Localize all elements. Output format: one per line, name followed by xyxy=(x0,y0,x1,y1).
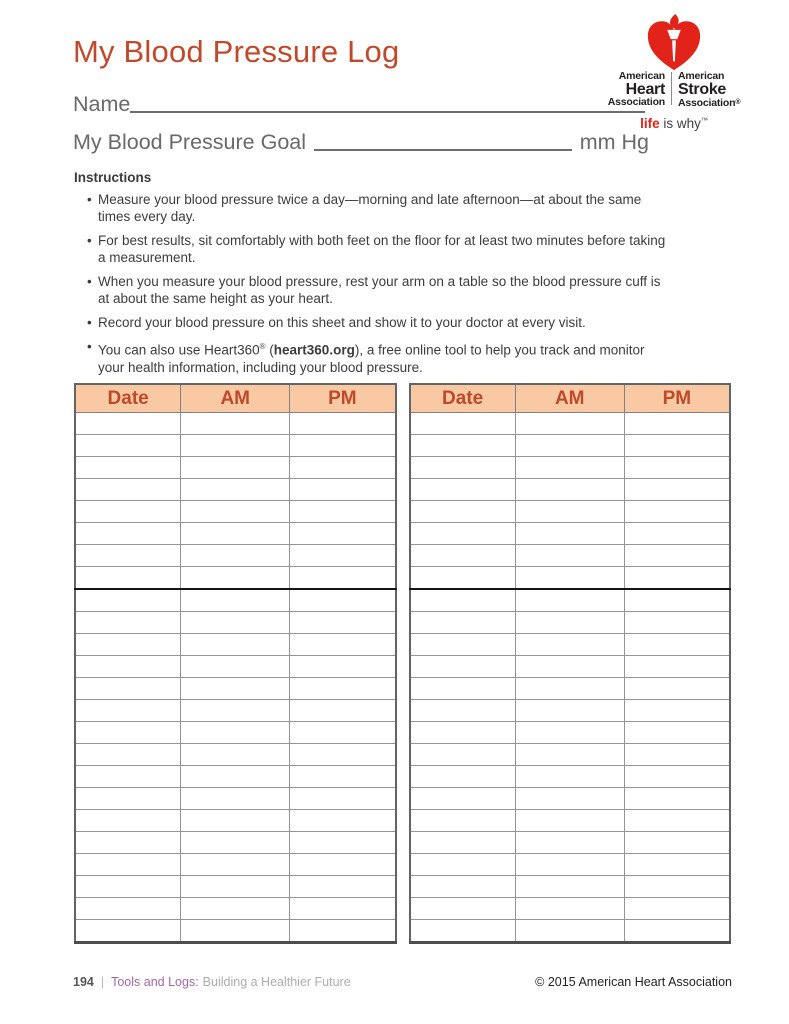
goal-field-row xyxy=(73,131,649,155)
table-cell xyxy=(410,589,516,612)
name-label: Name xyxy=(73,92,131,116)
table-cell xyxy=(624,589,730,612)
bullet-marker: • xyxy=(87,233,92,248)
table-cell xyxy=(515,788,624,810)
table-cell xyxy=(75,501,181,523)
table-cell xyxy=(624,898,730,920)
table-cell xyxy=(410,567,516,590)
table-cell xyxy=(75,898,181,920)
table-cell xyxy=(75,854,181,876)
table-cell xyxy=(624,435,730,457)
instruction-bullet xyxy=(74,314,666,331)
footer-left xyxy=(73,975,351,989)
table-cell xyxy=(181,700,290,722)
tagline-life: life xyxy=(640,116,660,131)
table-cell xyxy=(75,920,181,943)
table-cell xyxy=(410,788,516,810)
bullet-marker: • xyxy=(87,315,92,330)
page-footer xyxy=(73,975,732,989)
table-cell xyxy=(181,722,290,744)
table-row xyxy=(75,589,396,612)
goal-unit: mm Hg xyxy=(579,130,649,154)
table-row xyxy=(410,567,731,590)
table-cell xyxy=(75,634,181,656)
table-cell xyxy=(624,523,730,545)
table-cell xyxy=(290,435,396,457)
bp-table-left xyxy=(74,383,397,944)
table-cell xyxy=(75,832,181,854)
logo-text-line: American xyxy=(618,70,666,82)
table-cell xyxy=(181,501,290,523)
table-row xyxy=(75,678,396,700)
table-row xyxy=(75,567,396,590)
table-cell xyxy=(410,832,516,854)
table-row xyxy=(410,678,731,700)
log-tables xyxy=(74,383,731,944)
table-header-row xyxy=(75,384,396,413)
table-row xyxy=(410,920,731,943)
table-row xyxy=(75,700,396,722)
table-row xyxy=(75,523,396,545)
instruction-bullet xyxy=(74,338,666,376)
table-cell xyxy=(624,722,730,744)
bullet-marker: • xyxy=(87,192,92,207)
table-cell xyxy=(624,854,730,876)
table-cell xyxy=(181,567,290,590)
table-cell xyxy=(75,612,181,634)
column-header-date: Date xyxy=(410,384,516,413)
table-row xyxy=(75,501,396,523)
table-cell xyxy=(410,523,516,545)
table-cell xyxy=(515,766,624,788)
table-cell xyxy=(75,700,181,722)
table-row xyxy=(410,457,731,479)
instruction-bullet xyxy=(74,273,666,307)
table-cell xyxy=(410,876,516,898)
table-cell xyxy=(515,501,624,523)
column-header-am: AM xyxy=(515,384,624,413)
table-cell xyxy=(75,810,181,832)
table-row xyxy=(410,744,731,766)
table-cell xyxy=(624,920,730,943)
table-cell xyxy=(624,457,730,479)
table-cell xyxy=(290,744,396,766)
table-cell xyxy=(624,876,730,898)
table-cell xyxy=(290,854,396,876)
table-cell xyxy=(290,920,396,943)
table-row xyxy=(410,876,731,898)
goal-fill-line xyxy=(314,149,572,151)
table-cell xyxy=(290,589,396,612)
table-cell xyxy=(515,435,624,457)
table-cell xyxy=(75,876,181,898)
bullet-text: You can also use Heart360® (heart360.org), a free online tool to help you track and monitor your health information, including your blood pressure. xyxy=(98,342,645,375)
table-cell xyxy=(624,788,730,810)
table-row xyxy=(410,832,731,854)
table-cell xyxy=(515,479,624,501)
table-row xyxy=(75,766,396,788)
table-cell xyxy=(410,413,516,435)
table-cell xyxy=(290,876,396,898)
table-cell xyxy=(624,612,730,634)
table-row xyxy=(75,634,396,656)
page-number: 194 xyxy=(73,975,94,989)
table-cell xyxy=(181,457,290,479)
table-row xyxy=(410,722,731,744)
tagline-rest: is why xyxy=(659,116,701,131)
table-cell xyxy=(410,920,516,943)
table-cell xyxy=(181,589,290,612)
bullet-text: Measure your blood pressure twice a day—morning and late afternoon—at about the same times every day. xyxy=(98,192,642,224)
table-cell xyxy=(410,722,516,744)
table-cell xyxy=(75,766,181,788)
table-row xyxy=(75,722,396,744)
table-cell xyxy=(515,832,624,854)
table-cell xyxy=(290,700,396,722)
table-cell xyxy=(624,832,730,854)
table-cell xyxy=(75,678,181,700)
table-cell xyxy=(290,766,396,788)
table-cell xyxy=(515,457,624,479)
table-row xyxy=(410,589,731,612)
table-cell xyxy=(624,545,730,567)
table-cell xyxy=(624,501,730,523)
table-cell xyxy=(624,700,730,722)
table-row xyxy=(410,413,731,435)
copyright-text: © 2015 American Heart Association xyxy=(535,975,732,989)
instructions-section xyxy=(74,170,666,383)
table-cell xyxy=(515,920,624,943)
table-cell xyxy=(410,479,516,501)
table-cell xyxy=(515,612,624,634)
table-cell xyxy=(290,612,396,634)
table-cell xyxy=(410,612,516,634)
table-cell xyxy=(290,457,396,479)
table-cell xyxy=(181,832,290,854)
table-cell xyxy=(410,678,516,700)
table-row xyxy=(410,788,731,810)
table-cell xyxy=(75,479,181,501)
table-cell xyxy=(410,545,516,567)
page-title: My Blood Pressure Log xyxy=(73,34,400,69)
table-row xyxy=(75,898,396,920)
table-cell xyxy=(75,744,181,766)
table-row xyxy=(410,545,731,567)
table-cell xyxy=(515,567,624,590)
bullet-marker: • xyxy=(87,274,92,289)
table-cell xyxy=(181,876,290,898)
bullet-text: Record your blood pressure on this sheet and show it to your doctor at every visit. xyxy=(98,315,586,330)
table-cell xyxy=(290,832,396,854)
table-cell xyxy=(515,876,624,898)
column-header-pm: PM xyxy=(624,384,730,413)
table-cell xyxy=(515,744,624,766)
table-row xyxy=(75,832,396,854)
table-row xyxy=(75,413,396,435)
table-cell xyxy=(290,523,396,545)
table-cell xyxy=(410,898,516,920)
column-header-am: AM xyxy=(181,384,290,413)
table-cell xyxy=(75,567,181,590)
footer-section-label: Tools and Logs: xyxy=(111,975,199,989)
table-cell xyxy=(410,634,516,656)
table-cell xyxy=(181,678,290,700)
table-cell xyxy=(515,545,624,567)
table-row xyxy=(75,920,396,943)
table-cell xyxy=(75,523,181,545)
table-header-row xyxy=(410,384,731,413)
table-cell xyxy=(181,523,290,545)
table-row xyxy=(75,876,396,898)
table-cell xyxy=(75,413,181,435)
table-row xyxy=(410,766,731,788)
table-row xyxy=(410,854,731,876)
table-cell xyxy=(410,854,516,876)
table-cell xyxy=(624,634,730,656)
name-field-row xyxy=(73,93,645,117)
logo-stroke-column xyxy=(678,71,740,109)
table-cell xyxy=(624,656,730,678)
table-cell xyxy=(410,744,516,766)
column-header-pm: PM xyxy=(290,384,396,413)
table-cell xyxy=(181,656,290,678)
table-cell xyxy=(410,766,516,788)
goal-label: My Blood Pressure Goal xyxy=(73,130,307,154)
logo-text-line: American xyxy=(678,70,725,82)
table-cell xyxy=(410,435,516,457)
table-row xyxy=(410,523,731,545)
logo-divider xyxy=(671,72,672,105)
table-row xyxy=(410,700,731,722)
table-cell xyxy=(290,545,396,567)
table-cell xyxy=(290,479,396,501)
logo-tagline xyxy=(586,116,762,131)
table-cell xyxy=(181,788,290,810)
logo-text-line: Association xyxy=(607,96,666,108)
column-header-date: Date xyxy=(75,384,181,413)
table-cell xyxy=(410,501,516,523)
table-cell xyxy=(75,545,181,567)
heart360-url: heart360.org xyxy=(273,342,355,358)
table-row xyxy=(75,612,396,634)
table-cell xyxy=(410,656,516,678)
instruction-bullet xyxy=(74,232,666,266)
table-cell xyxy=(515,854,624,876)
table-cell xyxy=(515,678,624,700)
table-cell xyxy=(75,457,181,479)
table-cell xyxy=(181,413,290,435)
instructions-heading: Instructions xyxy=(74,170,152,185)
logo-text-line: Association® xyxy=(678,97,741,109)
table-row xyxy=(410,656,731,678)
table-cell xyxy=(410,700,516,722)
table-cell xyxy=(181,435,290,457)
table-cell xyxy=(75,589,181,612)
table-row xyxy=(410,810,731,832)
table-cell xyxy=(290,413,396,435)
table-cell xyxy=(624,413,730,435)
table-row xyxy=(410,898,731,920)
table-cell xyxy=(290,788,396,810)
table-cell xyxy=(410,810,516,832)
table-cell xyxy=(290,810,396,832)
table-cell xyxy=(290,567,396,590)
table-row xyxy=(410,435,731,457)
table-row xyxy=(410,479,731,501)
registered-mark: ® xyxy=(259,342,266,351)
table-row xyxy=(75,457,396,479)
registered-mark: ® xyxy=(735,99,741,106)
table-row xyxy=(410,501,731,523)
table-cell xyxy=(75,722,181,744)
table-row xyxy=(75,656,396,678)
logo-text-line: Stroke xyxy=(678,81,727,98)
table-cell xyxy=(181,810,290,832)
table-row xyxy=(75,435,396,457)
table-row xyxy=(75,788,396,810)
table-cell xyxy=(290,678,396,700)
table-cell xyxy=(624,766,730,788)
table-cell xyxy=(290,501,396,523)
table-cell xyxy=(515,722,624,744)
table-cell xyxy=(75,656,181,678)
table-cell xyxy=(515,523,624,545)
table-cell xyxy=(515,700,624,722)
table-cell xyxy=(181,854,290,876)
table-cell xyxy=(181,766,290,788)
table-row xyxy=(75,744,396,766)
table-cell xyxy=(75,788,181,810)
footer-divider: | xyxy=(100,975,105,989)
table-cell xyxy=(181,612,290,634)
table-cell xyxy=(515,413,624,435)
table-row xyxy=(410,612,731,634)
footer-book-title: Building a Healthier Future xyxy=(202,975,351,989)
table-row xyxy=(410,634,731,656)
table-cell xyxy=(624,810,730,832)
name-fill-line xyxy=(130,111,645,113)
bp-table-right xyxy=(409,383,732,944)
table-cell xyxy=(181,479,290,501)
table-cell xyxy=(181,634,290,656)
table-cell xyxy=(515,589,624,612)
trademark-mark: ™ xyxy=(700,117,708,125)
table-cell xyxy=(515,656,624,678)
table-cell xyxy=(515,634,624,656)
table-cell xyxy=(181,920,290,943)
table-cell xyxy=(515,810,624,832)
instruction-bullet xyxy=(74,191,666,225)
table-cell xyxy=(624,744,730,766)
table-cell xyxy=(181,898,290,920)
bullet-marker: • xyxy=(87,339,92,354)
table-cell xyxy=(290,898,396,920)
table-cell xyxy=(624,567,730,590)
table-cell xyxy=(624,678,730,700)
table-cell xyxy=(75,435,181,457)
table-cell xyxy=(290,722,396,744)
table-row xyxy=(75,854,396,876)
table-cell xyxy=(624,479,730,501)
table-cell xyxy=(290,634,396,656)
table-cell xyxy=(515,898,624,920)
table-cell xyxy=(410,457,516,479)
bullet-text: When you measure your blood pressure, rest your arm on a table so the blood pressure cuff is at about the same height as your heart. xyxy=(98,274,661,306)
table-row xyxy=(75,810,396,832)
heart-torch-icon xyxy=(643,13,705,73)
bullet-text: For best results, sit comfortably with both feet on the floor for at least two minutes before taking a measurement. xyxy=(98,233,666,265)
table-cell xyxy=(181,744,290,766)
table-cell xyxy=(290,656,396,678)
table-row xyxy=(75,545,396,567)
logo-text-line: Heart xyxy=(625,81,666,98)
table-row xyxy=(75,479,396,501)
table-cell xyxy=(181,545,290,567)
